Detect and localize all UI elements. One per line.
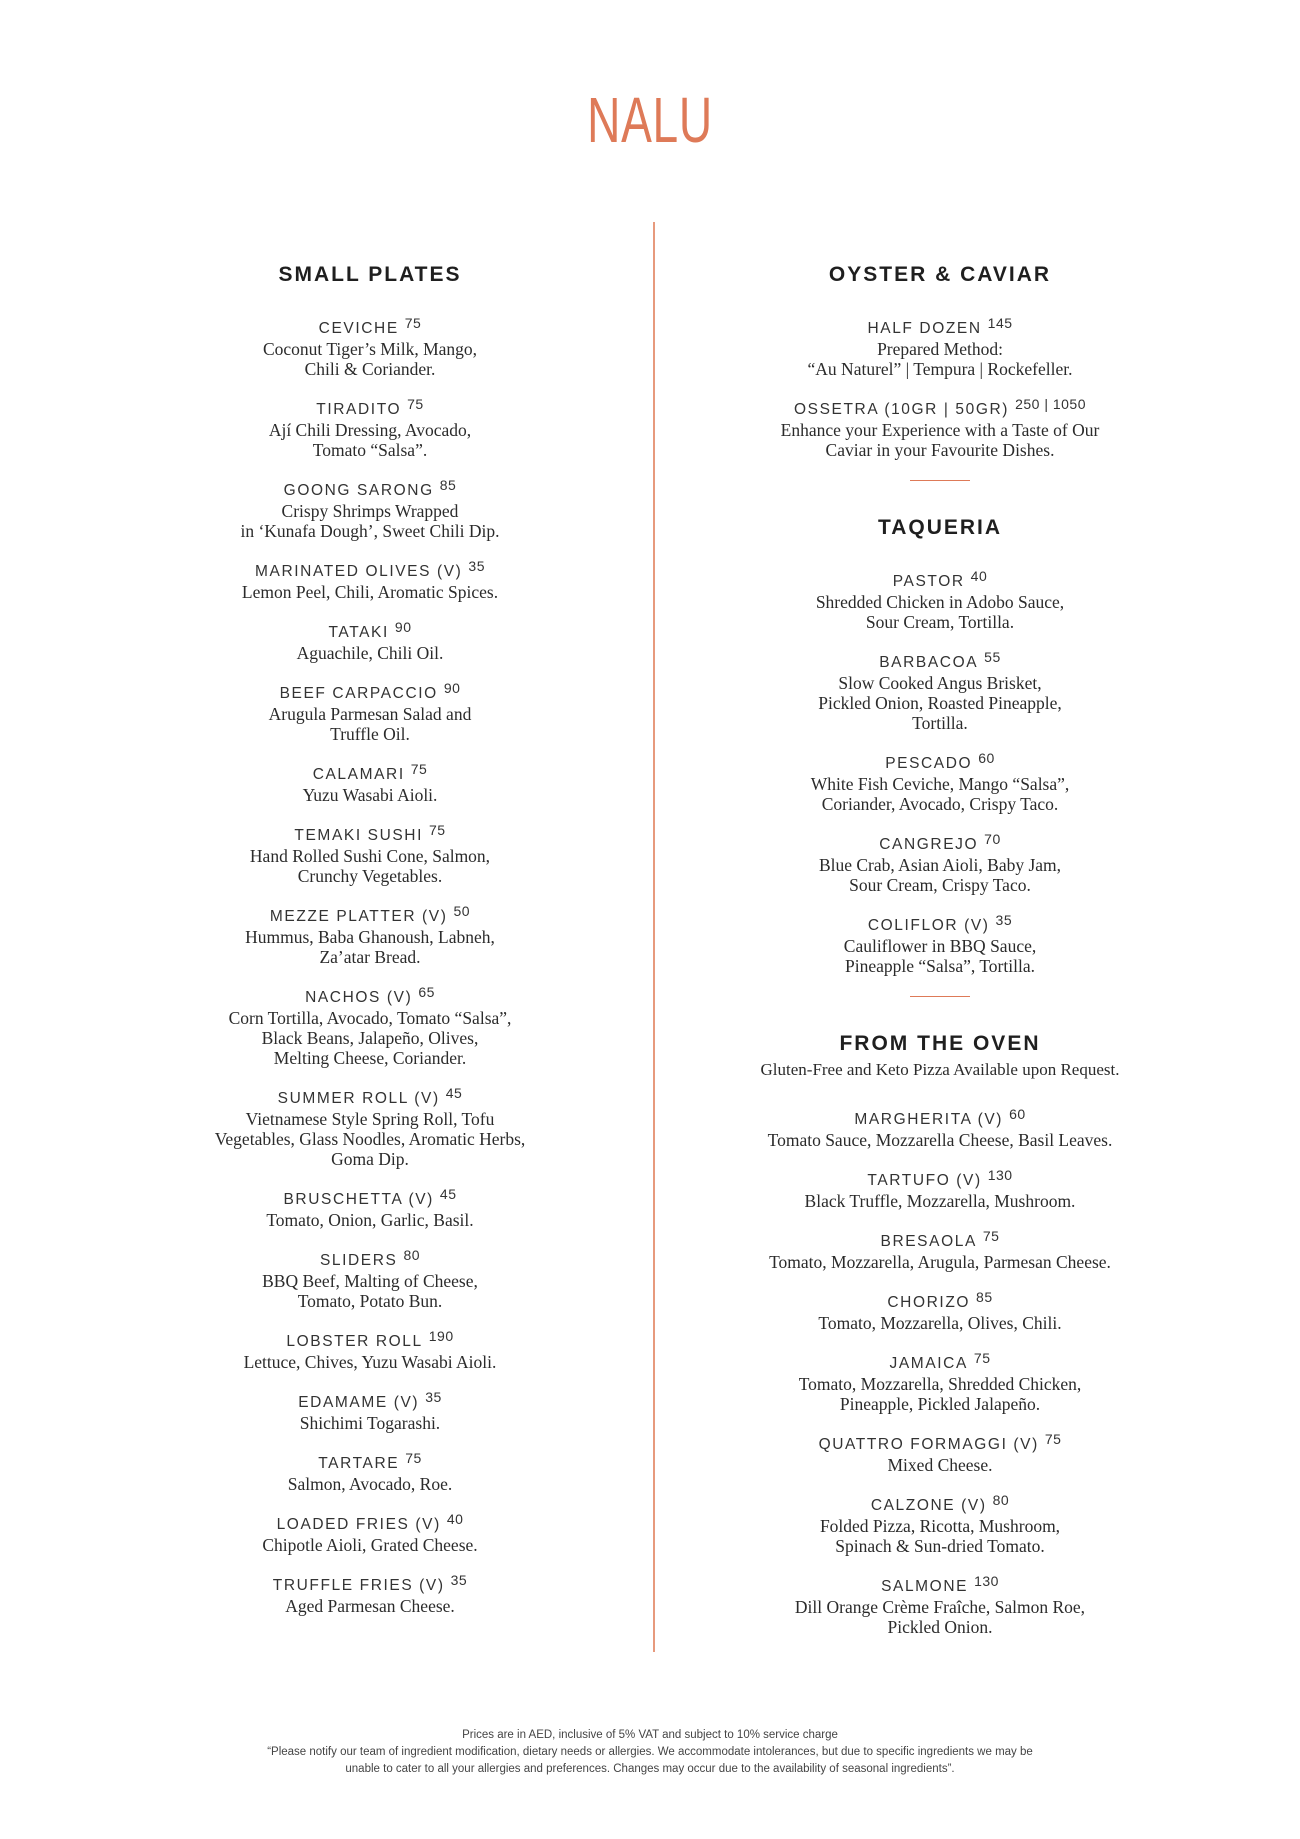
menu-item-description: BBQ Beef, Malting of Cheese, Tomato, Potato Bun. xyxy=(262,1271,478,1311)
menu-item-price: 40 xyxy=(446,1511,464,1527)
menu-item-heading xyxy=(660,1228,1220,1252)
menu-item-price: 85 xyxy=(976,1289,993,1305)
menu-item-heading xyxy=(660,750,1220,774)
menu-item-description: Tomato, Mozzarella, Olives, Chili. xyxy=(818,1313,1062,1333)
section-title-taqueria: TAQUERIA xyxy=(877,516,1003,539)
menu-item xyxy=(660,1228,1220,1272)
menu-item-description: Tomato, Mozzarella, Arugula, Parmesan Cheese. xyxy=(769,1252,1111,1272)
menu-item-description: Blue Crab, Asian Aioli, Baby Jam, Sour Cream, Crispy Taco. xyxy=(818,855,1062,895)
menu-item-price: 35 xyxy=(468,558,485,574)
section-title-oyster-caviar: OYSTER & CAVIAR xyxy=(828,263,1052,286)
menu-item-description: Cauliflower in BBQ Sauce, Pineapple “Salsa”, Tortilla. xyxy=(843,936,1037,976)
menu-item xyxy=(90,1247,650,1311)
menu-item-description: Slow Cooked Angus Brisket, Pickled Onion, Roasted Pineapple, Tortilla. xyxy=(818,673,1062,733)
menu-item-name: BARBACOA xyxy=(879,654,979,671)
menu-item xyxy=(90,619,650,663)
menu-item-heading xyxy=(90,822,650,846)
menu-item-description: Crispy Shrimps Wrapped in ‘Kunafa Dough’, Sweet Chili Dip. xyxy=(240,501,500,541)
menu-item-price: 75 xyxy=(405,1450,422,1466)
menu-item-price: 35 xyxy=(425,1389,442,1405)
menu-item-heading xyxy=(660,912,1220,936)
menu-item xyxy=(660,568,1220,632)
menu-item-description: Aguachile, Chili Oil. xyxy=(296,643,444,663)
menu-item-name: NACHOS (V) xyxy=(305,989,413,1006)
menu-item-heading xyxy=(90,1450,650,1474)
menu-item xyxy=(660,396,1220,460)
menu-item-name: CALAMARI xyxy=(312,766,405,783)
menu-item-heading xyxy=(90,680,650,704)
menu-item xyxy=(90,822,650,886)
menu-item-name: SLIDERS xyxy=(319,1252,398,1269)
menu-item xyxy=(660,649,1220,733)
menu-item-name: BEEF CARPACCIO xyxy=(279,685,438,702)
menu-item-heading xyxy=(660,396,1220,420)
menu-item-description: Yuzu Wasabi Aioli. xyxy=(302,785,438,805)
menu-item-description: Tomato, Mozzarella, Shredded Chicken, Pineapple, Pickled Jalapeño. xyxy=(798,1374,1082,1414)
menu-item-heading xyxy=(90,1247,650,1271)
menu-item xyxy=(90,903,650,967)
menu-item-name: CANGREJO xyxy=(879,836,979,853)
menu-item-name: PASTOR xyxy=(892,573,965,590)
menu-item-heading xyxy=(660,315,1220,339)
menu-item-price: 75 xyxy=(1044,1431,1062,1447)
menu-item-description: Mixed Cheese. xyxy=(887,1455,993,1475)
menu-item-heading xyxy=(660,1167,1220,1191)
menu-item-price: 45 xyxy=(445,1085,463,1101)
footer-prices-note: Prices are in AED, inclusive of 5% VAT and subject to 10% service charge xyxy=(462,1729,838,1741)
menu-item-description: Arugula Parmesan Salad and Truffle Oil. xyxy=(268,704,472,744)
menu-item-name: BRESAOLA xyxy=(880,1233,977,1250)
menu-item xyxy=(90,1389,650,1433)
menu-item xyxy=(90,761,650,805)
menu-item-description: Hummus, Baba Ghanoush, Labneh, Za’atar Bread. xyxy=(245,927,495,967)
menu-item-heading xyxy=(90,619,650,643)
menu-item-price: 75 xyxy=(407,396,424,412)
menu-item-description: Prepared Method: “Au Naturel” | Tempura | Rockefeller. xyxy=(807,339,1073,379)
menu-item-name: CEVICHE xyxy=(318,320,399,337)
menu-item xyxy=(660,1431,1220,1475)
menu-item-heading xyxy=(660,1573,1220,1597)
menu-item-name: GOONG SARONG xyxy=(283,482,434,499)
menu-item-name: HALF DOZEN xyxy=(867,320,982,337)
menu-item-description: Dill Orange Crème Fraîche, Salmon Roe, Pickled Onion. xyxy=(794,1597,1086,1637)
menu-item-price: 75 xyxy=(429,822,446,838)
menu-item-description: Coconut Tiger’s Milk, Mango, Chili & Coriander. xyxy=(262,339,478,379)
logo: NALU xyxy=(587,84,713,156)
menu-item xyxy=(660,1106,1220,1150)
menu-item xyxy=(90,680,650,744)
menu-item-price: 130 xyxy=(987,1167,1013,1183)
menu-item xyxy=(90,1085,650,1169)
menu-item xyxy=(90,984,650,1068)
menu-item-heading xyxy=(660,1431,1220,1455)
menu-item xyxy=(660,1573,1220,1637)
menu-item-price: 55 xyxy=(984,649,1001,665)
menu-item-description: Hand Rolled Sushi Cone, Salmon, Crunchy Vegetables. xyxy=(249,846,491,886)
menu-item-name: BRUSCHETTA (V) xyxy=(283,1191,434,1208)
menu-item-name: MEZZE PLATTER (V) xyxy=(269,908,448,925)
menu-item-price: 60 xyxy=(1009,1106,1026,1122)
menu-item-description: White Fish Ceviche, Mango “Salsa”, Coriander, Avocado, Crispy Taco. xyxy=(810,774,1070,814)
menu-item-price: 145 xyxy=(987,315,1013,331)
menu-item-description: Corn Tortilla, Avocado, Tomato “Salsa”, Black Beans, Jalapeño, Olives, Melting Cheese, Coriander. xyxy=(228,1008,512,1068)
menu-item-heading xyxy=(660,1289,1220,1313)
menu-item-name: LOBSTER ROLL xyxy=(286,1333,423,1350)
menu-item-name: COLIFLOR (V) xyxy=(867,917,990,934)
menu-item-name: CALZONE (V) xyxy=(870,1497,987,1514)
menu-item xyxy=(660,912,1220,976)
footer xyxy=(0,1727,1300,1778)
menu-item xyxy=(90,1328,650,1372)
menu-item-name: EDAMAME (V) xyxy=(298,1394,420,1411)
section-title-from-the-oven: FROM THE OVEN xyxy=(839,1032,1041,1055)
menu-item-heading xyxy=(90,477,650,501)
column-divider xyxy=(653,222,655,1652)
menu-item-price: 250 | 1050 xyxy=(1015,396,1086,412)
small-plates-list xyxy=(90,315,650,1616)
menu-item-heading xyxy=(90,1511,650,1535)
menu-item-price: 50 xyxy=(453,903,471,919)
menu-item-name: OSSETRA (10GR | 50GR) xyxy=(794,401,1010,418)
menu-item-price: 80 xyxy=(403,1247,421,1263)
menu-item-name: MARINATED OLIVES (V) xyxy=(255,563,463,580)
menu-item xyxy=(660,1167,1220,1211)
menu-item-heading xyxy=(660,649,1220,673)
menu-item-name: CHORIZO xyxy=(887,1294,971,1311)
menu-item-heading xyxy=(90,396,650,420)
menu-item-description: Black Truffle, Mozzarella, Mushroom. xyxy=(804,1191,1076,1211)
menu-item-description: Chipotle Aioli, Grated Cheese. xyxy=(262,1535,478,1555)
menu-item-heading xyxy=(660,1492,1220,1516)
menu-item-price: 35 xyxy=(995,912,1013,928)
menu-item-name: TIRADITO xyxy=(316,401,402,418)
menu-item xyxy=(90,1572,650,1616)
menu-item-name: MARGHERITA (V) xyxy=(854,1111,1004,1128)
menu-item-name: JAMAICA xyxy=(889,1355,968,1372)
menu-item-name: SALMONE xyxy=(881,1578,969,1595)
menu-item-price: 35 xyxy=(450,1572,468,1588)
menu-item-price: 90 xyxy=(394,619,412,635)
menu-item-description: Folded Pizza, Ricotta, Mushroom, Spinach & Sun-dried Tomato. xyxy=(819,1516,1061,1556)
menu-item-price: 60 xyxy=(978,750,995,766)
menu-item xyxy=(90,1511,650,1555)
menu-item-price: 45 xyxy=(439,1186,457,1202)
menu-item-heading xyxy=(90,315,650,339)
menu-item-description: Lettuce, Chives, Yuzu Wasabi Aioli. xyxy=(243,1352,497,1372)
menu-item-price: 70 xyxy=(984,831,1001,847)
menu-item-price: 90 xyxy=(443,680,461,696)
menu-item-heading xyxy=(660,568,1220,592)
menu-item-heading xyxy=(660,1106,1220,1130)
menu-item xyxy=(90,396,650,460)
menu-item-name: QUATTRO FORMAGGI (V) xyxy=(818,1436,1039,1453)
menu-item-heading xyxy=(90,1572,650,1596)
menu-item xyxy=(660,1289,1220,1333)
menu-item-price: 75 xyxy=(982,1228,1000,1244)
menu-item-description: Salmon, Avocado, Roe. xyxy=(287,1474,453,1494)
menu-item-description: Aged Parmesan Cheese. xyxy=(285,1596,455,1616)
footer-allergy-note: “Please notify our team of ingredient modification, dietary needs or allergies. We accommodate intolerances, but due to specific ingredients we may be xyxy=(267,1746,1033,1758)
from-the-oven-list xyxy=(660,1106,1220,1637)
section-separator xyxy=(910,996,970,997)
menu-item xyxy=(660,315,1220,379)
menu-item-price: 75 xyxy=(410,761,428,777)
menu-item-heading xyxy=(90,761,650,785)
menu-item-price: 130 xyxy=(974,1573,999,1589)
menu-item-name: TATAKI xyxy=(328,624,389,641)
oyster-caviar-list xyxy=(660,315,1220,460)
menu-item-name: TARTUFO (V) xyxy=(867,1172,982,1189)
menu-item xyxy=(660,750,1220,814)
menu-item xyxy=(90,477,650,541)
menu-item-description: Shredded Chicken in Adobo Sauce, Sour Cream, Tortilla. xyxy=(815,592,1065,632)
menu-item-heading xyxy=(90,558,650,582)
menu-item-heading xyxy=(90,1389,650,1413)
footer-allergy-note-cont: unable to cater to all your allergies and preferences. Changes may occur due to the availability of seasonal ingredients”. xyxy=(345,1763,955,1775)
section-title-small-plates: SMALL PLATES xyxy=(278,263,462,286)
menu-item-description: Tomato, Onion, Garlic, Basil. xyxy=(266,1210,474,1230)
section-separator xyxy=(910,480,970,481)
menu-item-price: 80 xyxy=(992,1492,1010,1508)
menu-item-description: Tomato Sauce, Mozzarella Cheese, Basil Leaves. xyxy=(767,1130,1113,1150)
menu-item-description: Vietnamese Style Spring Roll, Tofu Vegetables, Glass Noodles, Aromatic Herbs, Goma Dip. xyxy=(214,1109,526,1169)
menu-item-price: 190 xyxy=(428,1328,454,1344)
menu-item xyxy=(660,831,1220,895)
menu-item-name: LOADED FRIES (V) xyxy=(276,1516,441,1533)
taqueria-list xyxy=(660,568,1220,976)
menu-item-price: 75 xyxy=(404,315,422,331)
menu-item-heading xyxy=(90,1328,650,1352)
menu-item-heading xyxy=(90,984,650,1008)
menu-item-name: TARTARE xyxy=(318,1455,400,1472)
menu-item-heading xyxy=(90,903,650,927)
left-column xyxy=(90,262,650,1636)
menu-item xyxy=(90,315,650,379)
menu-item-name: PESCADO xyxy=(885,755,973,772)
menu-item-description: Ají Chili Dressing, Avocado, Tomato “Salsa”. xyxy=(268,420,472,460)
menu-item-description: Lemon Peel, Chili, Aromatic Spices. xyxy=(241,582,499,602)
menu-item-name: TRUFFLE FRIES (V) xyxy=(272,1577,445,1594)
menu-item-name: TEMAKI SUSHI xyxy=(294,827,423,844)
menu-item-heading xyxy=(90,1085,650,1109)
menu-item xyxy=(90,1450,650,1494)
menu-item-heading xyxy=(660,1350,1220,1374)
menu-item-price: 65 xyxy=(418,984,435,1000)
right-column xyxy=(660,262,1220,1657)
menu-item-heading xyxy=(90,1186,650,1210)
menu-item-heading xyxy=(660,831,1220,855)
menu-item-name: SUMMER ROLL (V) xyxy=(277,1090,440,1107)
menu-item xyxy=(90,558,650,602)
menu-item-price: 85 xyxy=(439,477,457,493)
menu-item xyxy=(660,1350,1220,1414)
menu-item-description: Enhance your Experience with a Taste of Our Caviar in your Favourite Dishes. xyxy=(780,420,1100,460)
menu-item xyxy=(660,1492,1220,1556)
menu-item-price: 75 xyxy=(973,1350,991,1366)
oven-note: Gluten-Free and Keto Pizza Available upon Request. xyxy=(760,1060,1120,1079)
menu-item-price: 40 xyxy=(970,568,988,584)
menu-item xyxy=(90,1186,650,1230)
menu-item-description: Shichimi Togarashi. xyxy=(299,1413,441,1433)
